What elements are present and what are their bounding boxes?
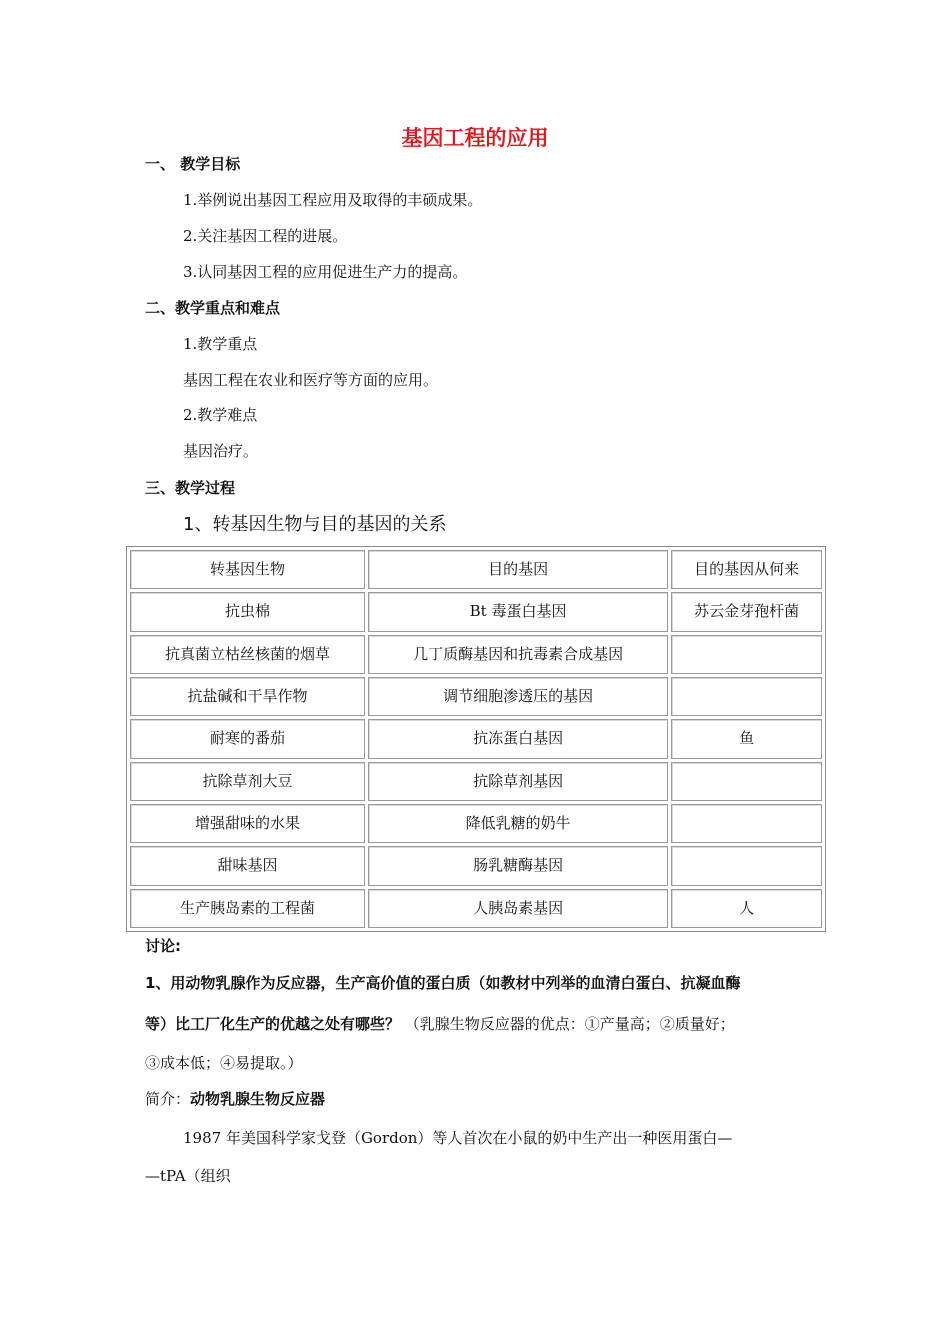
section-heading-key-points: 二、教学重点和难点 [145,299,281,317]
table-cell [671,762,822,801]
table-row [130,889,822,928]
table-row [130,804,822,843]
intro-prefix: 简介： [145,1090,191,1108]
discussion-question-bold: 1、用动物乳腺作为反应器，生产高价值的蛋白质（如教材中列举的血清白蛋白、抗凝血酶 [145,974,741,992]
objective-item-1: 1.举例说出基因工程应用及取得的丰硕成果。 [183,191,483,209]
table-row [130,719,822,758]
table-cell: 人胰岛素基因 [368,889,668,928]
key-point-text: 基因工程在农业和医疗等方面的应用。 [183,371,439,389]
table-cell: 抗除草剂基因 [368,762,668,801]
gene-table-grid [127,547,825,931]
key-point-label: 1.教学重点 [183,335,258,353]
intro-heading [145,1088,325,1109]
table-header-cell: 目的基因从何来 [671,550,822,589]
table-cell: 抗真菌立枯丝核菌的烟草 [130,635,365,674]
table-cell: 生产胰岛素的工程菌 [130,889,365,928]
process-subheading: 1、转基因生物与目的基因的关系 [183,514,447,535]
table-cell: 人 [671,889,822,928]
table-header-cell: 目的基因 [368,550,668,589]
document-title: 基因工程的应用 [401,126,549,150]
table-cell: 几丁质酶基因和抗毒素合成基因 [368,635,668,674]
table-cell: Bt 毒蛋白基因 [368,592,668,631]
table-cell [671,804,822,843]
discussion-question-bold: 等）比工厂化生产的优越之处有哪些？ [145,1015,401,1033]
discussion-question-line-2 [145,1013,735,1034]
table-cell: 抗除草剂大豆 [130,762,365,801]
table-row [130,762,822,801]
table-cell: 抗盐碱和干旱作物 [130,677,365,716]
discussion-answer-line-3: ③成本低；④易提取。） [145,1054,303,1072]
discussion-label: 讨论: [145,937,181,955]
table-cell: 鱼 [671,719,822,758]
table-row [130,592,822,631]
intro-paragraph-line-1: 1987 年美国科学家戈登（Gordon）等人首次在小鼠的奶中生产出一种医用蛋白— [183,1129,733,1147]
table-header-cell: 转基因生物 [130,550,365,589]
table-cell: 苏云金芽孢杆菌 [671,592,822,631]
table-cell: 降低乳糖的奶牛 [368,804,668,843]
intro-paragraph-line-2: —tPA（组织 [145,1167,231,1185]
table-cell [671,846,822,885]
discussion-question-line-1 [145,972,740,993]
table-cell [671,677,822,716]
table-cell: 耐寒的番茄 [130,719,365,758]
table-cell: 肠乳糖酶基因 [368,846,668,885]
table-row [130,846,822,885]
table-cell [671,635,822,674]
table-row [130,677,822,716]
section-heading-objectives: 一、 教学目标 [145,155,241,173]
table-cell: 调节细胞渗透压的基因 [368,677,668,716]
gene-table [126,546,826,932]
difficulty-label: 2.教学难点 [183,406,258,424]
objective-item-2: 2.关注基因工程的进展。 [183,227,348,245]
table-row [130,635,822,674]
table-cell: 抗冻蛋白基因 [368,719,668,758]
section-heading-process: 三、教学过程 [145,479,236,497]
discussion-answer: （乳腺生物反应器的优点：①产量高；②质量好； [404,1015,735,1033]
objective-item-3: 3.认同基因工程的应用促进生产力的提高。 [183,263,468,281]
difficulty-text: 基因治疗。 [183,442,259,460]
table-cell: 抗虫棉 [130,592,365,631]
intro-title: 动物乳腺生物反应器 [190,1090,326,1108]
table-cell: 甜味基因 [130,846,365,885]
table-header-row [130,550,822,589]
table-cell: 增强甜味的水果 [130,804,365,843]
